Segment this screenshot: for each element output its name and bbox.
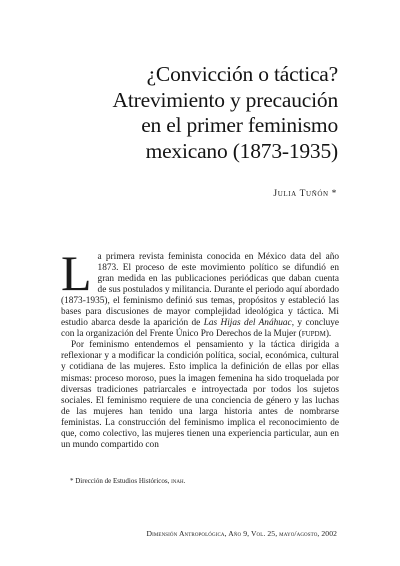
author-footnote-mark: * bbox=[328, 189, 337, 199]
paragraph-1-text-c: ). bbox=[325, 329, 332, 340]
footnote-abbrev: inah bbox=[171, 477, 184, 485]
journal-name-italic: Las Hijas del Anáhuac bbox=[203, 318, 292, 329]
footnote-end: . bbox=[183, 477, 186, 485]
running-footer: Dimensión Antropológica, Año 9, Vol. 25, mayo/agosto, 2002 bbox=[146, 529, 337, 538]
paragraph-1-text-b: , y concluye con la organización del Frente Único Pro Derechos de la Mujer ( bbox=[61, 318, 339, 340]
title-line-2: Atrevimiento y precaución bbox=[112, 87, 338, 112]
author-byline bbox=[273, 189, 337, 199]
footnote-text: * Dirección de Estudios Históricos, bbox=[70, 477, 172, 485]
footnote bbox=[70, 477, 185, 485]
author-name: Julia Tuñón bbox=[273, 189, 329, 199]
abbrev-fupdm: fupdm bbox=[301, 329, 326, 340]
title-line-1: ¿Convicción o táctica? bbox=[146, 62, 338, 86]
title-line-4: mexicano (1873-1935) bbox=[145, 138, 338, 163]
paragraph-2: Por feminismo entendemos el pensamiento y la táctica dirigida a reflexionar y a modificar la condición política, social, económica, cultural y cotidiana de las mujeres. Esto implica la definición de ellas por ellas mismas: proceso moroso, pues la imagen femenina ha sido troquelada por diversas tradiciones patriarcales e introyectada por todos los sujetos sociales. El feminismo requiere de una conciencia de género y las luchas de las mujeres han tenido una larga historia antes de nombrarse feministas. La construcción del feminismo implica el reconocimiento de que, como colectivo, las mujeres tienen una experiencia particular, aun en un mundo compartido con bbox=[61, 340, 339, 450]
paragraph-1-text-a: a primera revista feminista conocida en México data del año 1873. El proceso de este movimiento político se difundió en gran medida en las publicaciones periódicas que daban cuenta de sus postulados y militancia. Durante el periodo aquí abordado (1873-1935), el feminismo definió sus temas, propósitos y estableció las bases para discusiones de mayor complejidad ideológica y táctica. Mi estudio abarca desde la aparición de bbox=[61, 252, 339, 329]
article-title bbox=[48, 62, 338, 164]
title-line-3: en el primer feminismo bbox=[141, 113, 338, 137]
article-body bbox=[61, 245, 339, 451]
drop-cap: L bbox=[61, 245, 92, 301]
paragraph-1 bbox=[61, 245, 339, 340]
